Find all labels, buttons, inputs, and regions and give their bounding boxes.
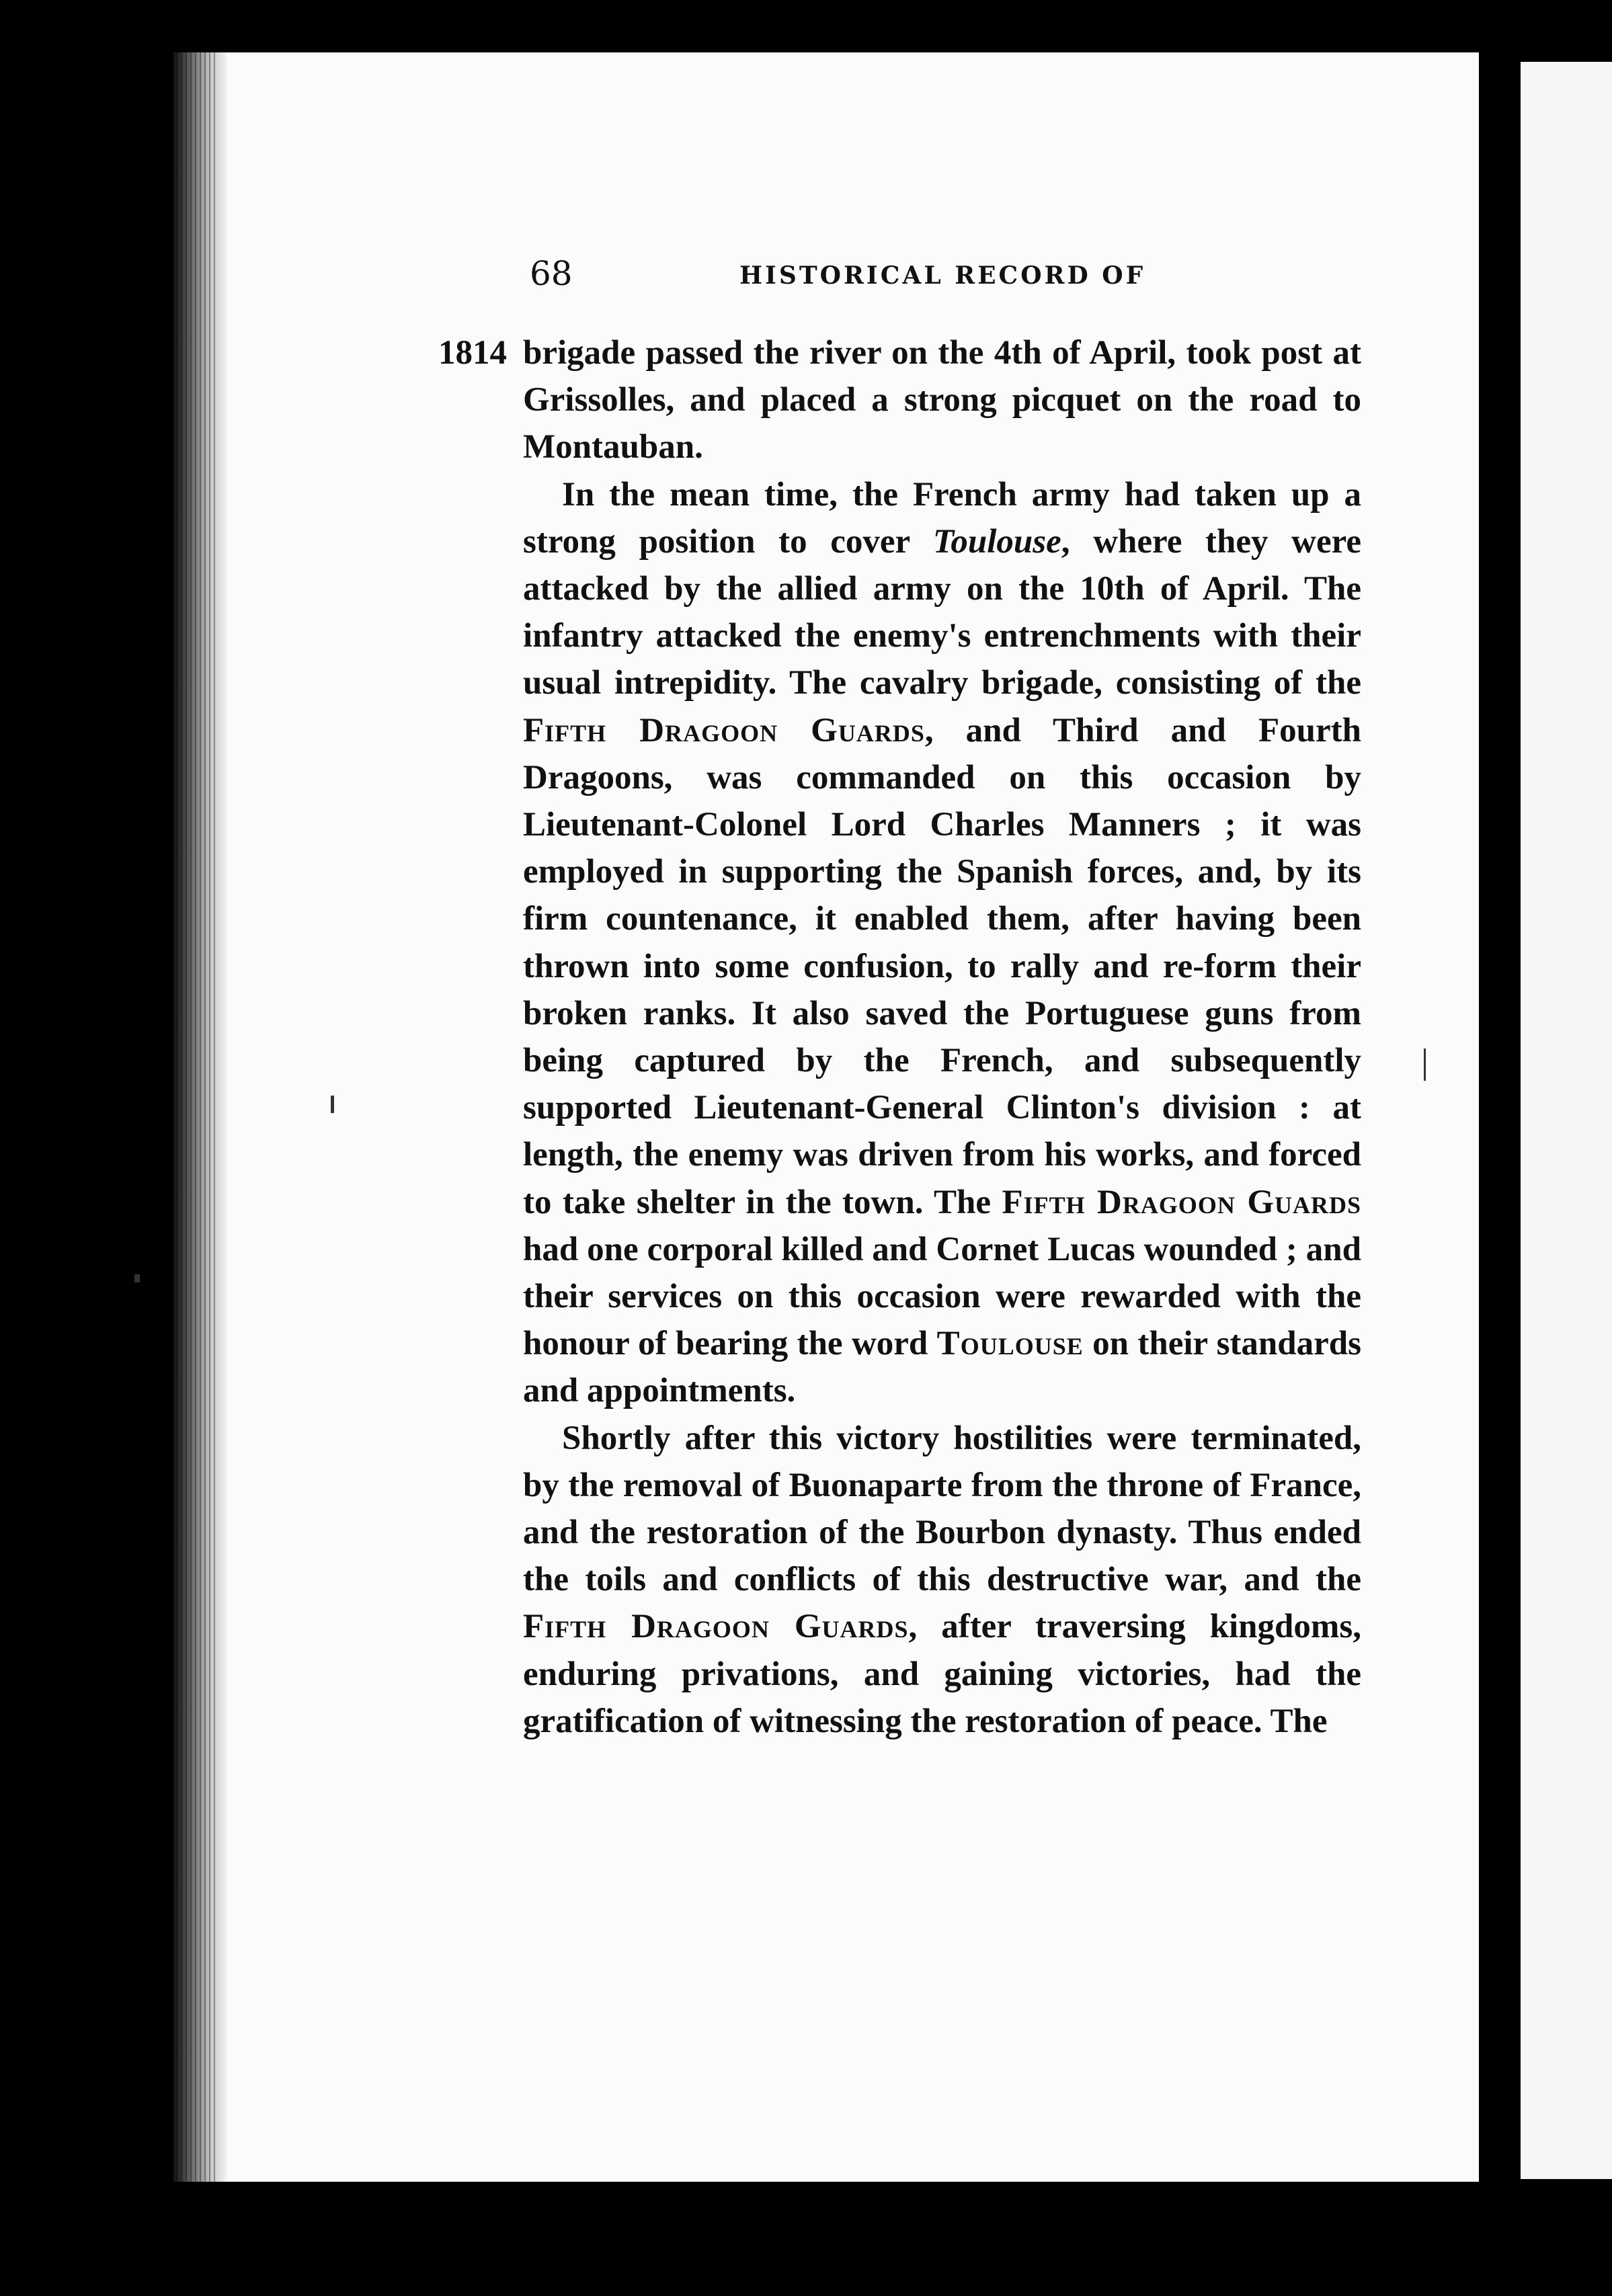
p2-text-a: In the mean time, the French army had taken up a strong position to cover	[523, 475, 1361, 561]
p3-text-a: Shortly after this victory hostilities were terminated, by the removal of Buonaparte from the throne of France, and the restoration of the Bourbon dynasty. Thus ended the toils and conflicts of this destructive war, and the	[523, 1419, 1361, 1599]
body-text	[523, 329, 1361, 1745]
p2-text-d: had one corporal killed and Cornet Lucas wounded ; and their services on this occasion were rewarded with the honour of bearing the word	[523, 1230, 1361, 1363]
p2-text-e: on their standards and appointments.	[523, 1325, 1362, 1410]
page-gutter	[1487, 52, 1521, 2182]
regiment-name: Fifth Dragoon Guards	[523, 711, 925, 749]
margin-year: 1814	[438, 334, 507, 372]
regiment-name: Fifth Dragoon Guards	[1002, 1183, 1361, 1221]
paragraph-1	[523, 329, 1361, 471]
place-name-italic: Toulouse	[932, 522, 1061, 561]
running-head: HISTORICAL RECORD OF	[739, 261, 1146, 290]
paragraph-2	[523, 471, 1361, 1415]
paragraph-3	[523, 1415, 1361, 1745]
paragraph-1-text: brigade passed the river on the 4th of April, took post at Grissolles, and placed a strong picquet on the road to Montauban.	[523, 334, 1361, 466]
p2-text-c: , and Third and Fourth Dragoons, was commanded on this occasion by Lieutenant-Colonel Lord Charles Manners ; it was employed in supporting the Spanish forces, and, by its firm countenance, it enabled them, after having been thrown into some confusion, to rally and re-form their broken ranks. It also saved the Portuguese guns from being captured by the French, and subsequently supported Lieutenant-General Clinton's division : at length, the enemy was driven from his works, and forced to take shelter in the town. The	[523, 711, 1361, 1221]
scan-speck	[134, 1274, 140, 1282]
battle-honour: Toulouse	[936, 1325, 1084, 1363]
facing-page-edge	[1521, 62, 1612, 2179]
scan-speck	[1424, 1049, 1426, 1081]
page-header	[0, 250, 1612, 297]
page-number: 68	[530, 254, 573, 293]
p3-text-b: , after traversing kingdoms, enduring privations, and gaining victories, had the gratification of witnessing the restoration of peace. The	[523, 1608, 1361, 1740]
book-spine-streaks	[176, 52, 216, 2182]
regiment-name: Fifth Dragoon Guards	[523, 1608, 909, 1646]
p2-text-b: , where they were attacked by the allied army on the 10th of April. The infantry attacked the enemy's entrenchments with their usual intrepidity. The cavalry brigade, consisting of the	[523, 522, 1361, 702]
scan-speck	[331, 1096, 334, 1113]
